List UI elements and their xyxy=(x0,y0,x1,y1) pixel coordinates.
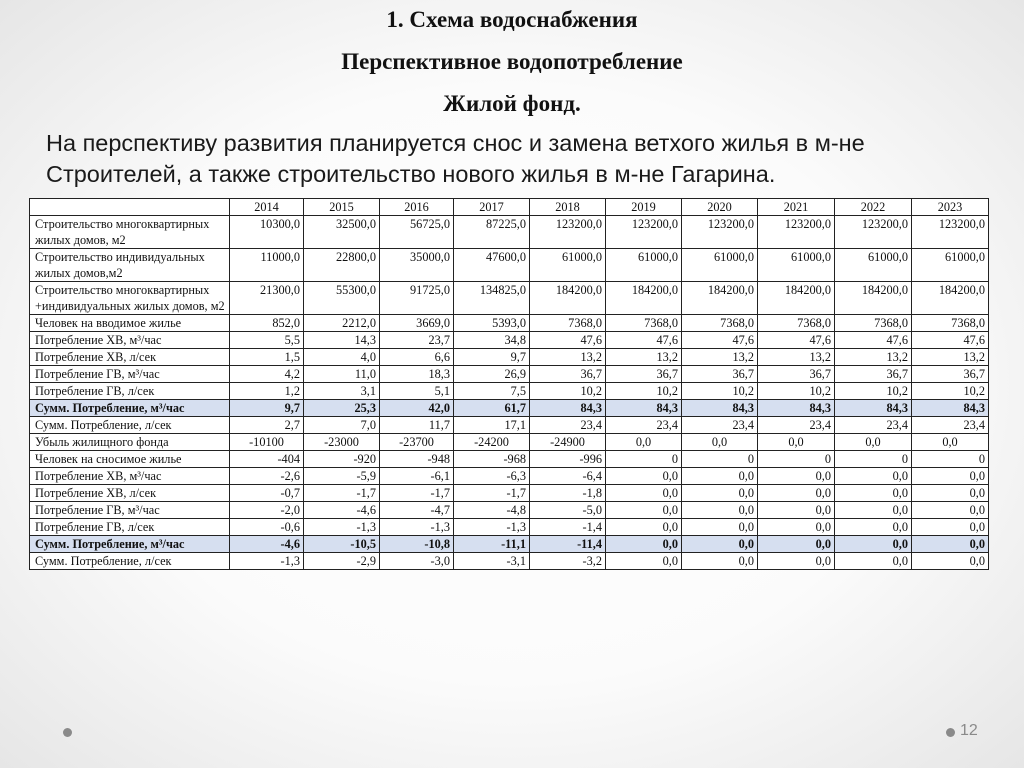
table-cell: 123200,0 xyxy=(606,216,682,249)
row-label: Потребление ХВ, л/сек xyxy=(30,485,230,502)
table-cell: 84,3 xyxy=(606,400,682,417)
table-cell: 23,7 xyxy=(380,332,454,349)
table-cell: 7368,0 xyxy=(912,315,989,332)
table-cell: 0,0 xyxy=(682,519,758,536)
table-cell: -6,1 xyxy=(380,468,454,485)
row-label: Потребление ГВ, л/сек xyxy=(30,519,230,536)
table-cell: -23000 xyxy=(304,434,380,451)
table-cell: 0,0 xyxy=(606,553,682,570)
table-cell: -1,8 xyxy=(530,485,606,502)
table-cell: 6,6 xyxy=(380,349,454,366)
table-cell: 10,2 xyxy=(530,383,606,400)
table-cell: 23,4 xyxy=(682,417,758,434)
row-label: Потребление ГВ, м³/час xyxy=(30,502,230,519)
table-cell: -3,0 xyxy=(380,553,454,570)
intro-text: На перспективу развития планируется снос и замена ветхого жилья в м-не Строителей, а также строительство нового жилья в м-не Гагарина. xyxy=(46,130,865,187)
table-cell: 17,1 xyxy=(454,417,530,434)
table-cell: 5393,0 xyxy=(454,315,530,332)
table-cell: 61,7 xyxy=(454,400,530,417)
table-cell: 0 xyxy=(912,451,989,468)
table-cell: -1,4 xyxy=(530,519,606,536)
year-header: 2022 xyxy=(835,199,912,216)
slide-title: 1. Схема водоснабжения xyxy=(386,7,638,32)
table-cell: 11000,0 xyxy=(230,249,304,282)
table-cell: 0,0 xyxy=(835,536,912,553)
table-cell: 23,4 xyxy=(606,417,682,434)
table-cell: -920 xyxy=(304,451,380,468)
table-cell: 10,2 xyxy=(835,383,912,400)
table-cell: 10,2 xyxy=(606,383,682,400)
slide-section-title: Жилой фонд. xyxy=(443,91,581,116)
table-cell: 7,5 xyxy=(454,383,530,400)
table-cell: 61000,0 xyxy=(912,249,989,282)
header-corner xyxy=(30,199,230,216)
table-cell: 7368,0 xyxy=(530,315,606,332)
table-cell: 61000,0 xyxy=(606,249,682,282)
table-cell: 0,0 xyxy=(835,519,912,536)
table-cell: 4,2 xyxy=(230,366,304,383)
table-cell: 0,0 xyxy=(912,468,989,485)
table-header-row xyxy=(30,199,989,216)
table-cell: -968 xyxy=(454,451,530,468)
table-cell: 0,0 xyxy=(682,553,758,570)
table-row xyxy=(30,366,989,383)
table-cell: -10,8 xyxy=(380,536,454,553)
table-cell: 0,0 xyxy=(912,502,989,519)
table-cell: 0 xyxy=(606,451,682,468)
table-cell: 9,7 xyxy=(454,349,530,366)
table-cell: 0,0 xyxy=(835,434,912,451)
table-cell: 13,2 xyxy=(758,349,835,366)
table-cell: 123200,0 xyxy=(912,216,989,249)
table-cell: 47600,0 xyxy=(454,249,530,282)
slide-subtitle: Перспективное водопотребление xyxy=(341,49,683,74)
year-header: 2021 xyxy=(758,199,835,216)
table-cell: 184200,0 xyxy=(835,282,912,315)
table-cell: 123200,0 xyxy=(530,216,606,249)
row-label: Строительство индивидуальных жилых домов,м2 xyxy=(30,249,230,282)
table-cell: 1,5 xyxy=(230,349,304,366)
table-cell: 61000,0 xyxy=(758,249,835,282)
row-label: Сумм. Потребление, л/сек xyxy=(30,417,230,434)
table-cell: 5,1 xyxy=(380,383,454,400)
table-cell: 0,0 xyxy=(912,434,989,451)
nav-dot-right xyxy=(946,728,955,737)
row-label: Потребление ХВ, м³/час xyxy=(30,468,230,485)
table-cell: 35000,0 xyxy=(380,249,454,282)
table-cell: 84,3 xyxy=(835,400,912,417)
table-cell: 84,3 xyxy=(530,400,606,417)
table-cell: 0,0 xyxy=(758,519,835,536)
table-cell: 0,0 xyxy=(682,502,758,519)
row-label: Человек на сносимое жилье xyxy=(30,451,230,468)
nav-dot-left xyxy=(63,728,72,737)
table-cell: -4,8 xyxy=(454,502,530,519)
table-cell: 23,4 xyxy=(912,417,989,434)
table-cell: 42,0 xyxy=(380,400,454,417)
table-cell: -3,1 xyxy=(454,553,530,570)
table-cell: 7,0 xyxy=(304,417,380,434)
table-cell: 84,3 xyxy=(682,400,758,417)
table-row xyxy=(30,216,989,249)
table-cell: 0 xyxy=(758,451,835,468)
row-label: Сумм. Потребление, м³/час xyxy=(30,536,230,553)
table-row xyxy=(30,468,989,485)
table-cell: 10,2 xyxy=(682,383,758,400)
table-cell: -996 xyxy=(530,451,606,468)
table-cell: 0,0 xyxy=(758,485,835,502)
table-cell: 10,2 xyxy=(912,383,989,400)
table-cell: 0,0 xyxy=(912,485,989,502)
table-cell: -24900 xyxy=(530,434,606,451)
table-cell: 55300,0 xyxy=(304,282,380,315)
table-cell: -5,9 xyxy=(304,468,380,485)
row-label: Потребление ХВ, л/сек xyxy=(30,349,230,366)
table-row xyxy=(30,282,989,315)
table-row xyxy=(30,485,989,502)
table-cell: 134825,0 xyxy=(454,282,530,315)
table-cell: -24200 xyxy=(454,434,530,451)
table-row xyxy=(30,349,989,366)
table-cell: 13,2 xyxy=(835,349,912,366)
table-cell: 23,4 xyxy=(758,417,835,434)
table-cell: -404 xyxy=(230,451,304,468)
table-cell: 0,0 xyxy=(606,485,682,502)
row-label: Сумм. Потребление, м³/час xyxy=(30,400,230,417)
table-cell: -0,7 xyxy=(230,485,304,502)
row-label: Потребление ХВ, м³/час xyxy=(30,332,230,349)
table-cell: 0,0 xyxy=(682,434,758,451)
year-header: 2019 xyxy=(606,199,682,216)
table-cell: 61000,0 xyxy=(530,249,606,282)
table-cell: 36,7 xyxy=(758,366,835,383)
table-cell: 0,0 xyxy=(912,553,989,570)
table-cell: -6,3 xyxy=(454,468,530,485)
water-consumption-table xyxy=(29,198,989,570)
table-cell: 47,6 xyxy=(835,332,912,349)
table-cell: 184200,0 xyxy=(606,282,682,315)
table-row xyxy=(30,553,989,570)
row-label: Потребление ГВ, л/сек xyxy=(30,383,230,400)
table-cell: 0,0 xyxy=(835,553,912,570)
table-cell: -1,3 xyxy=(304,519,380,536)
table-cell: -0,6 xyxy=(230,519,304,536)
table-cell: -4,6 xyxy=(230,536,304,553)
year-header: 2016 xyxy=(380,199,454,216)
year-header: 2017 xyxy=(454,199,530,216)
table-cell: -5,0 xyxy=(530,502,606,519)
table-cell: 123200,0 xyxy=(682,216,758,249)
table-row xyxy=(30,451,989,468)
table-row xyxy=(30,249,989,282)
table-row xyxy=(30,536,989,553)
table-row xyxy=(30,502,989,519)
table-cell: 47,6 xyxy=(606,332,682,349)
table-cell: 22800,0 xyxy=(304,249,380,282)
table-row xyxy=(30,417,989,434)
table-cell: 23,4 xyxy=(835,417,912,434)
year-header: 2018 xyxy=(530,199,606,216)
table-cell: 0,0 xyxy=(835,502,912,519)
table-cell: 0,0 xyxy=(606,502,682,519)
table-cell: 0,0 xyxy=(606,519,682,536)
table-cell: 47,6 xyxy=(912,332,989,349)
table-cell: 47,6 xyxy=(758,332,835,349)
table-cell: 23,4 xyxy=(530,417,606,434)
table-cell: 2,7 xyxy=(230,417,304,434)
table-cell: 21300,0 xyxy=(230,282,304,315)
table-cell: -1,7 xyxy=(380,485,454,502)
table-cell: -10,5 xyxy=(304,536,380,553)
table-cell: 7368,0 xyxy=(682,315,758,332)
table-cell: 0 xyxy=(835,451,912,468)
table-cell: 7368,0 xyxy=(835,315,912,332)
table-cell: 36,7 xyxy=(530,366,606,383)
table-cell: 0,0 xyxy=(606,434,682,451)
table-cell: 0,0 xyxy=(758,434,835,451)
page-number: 12 xyxy=(960,722,978,739)
table-row xyxy=(30,383,989,400)
year-header: 2015 xyxy=(304,199,380,216)
table-cell: 61000,0 xyxy=(835,249,912,282)
table-cell: 14,3 xyxy=(304,332,380,349)
row-label: Строительство многоквартирных +индивидуальных жилых домов, м2 xyxy=(30,282,230,315)
table-cell: -3,2 xyxy=(530,553,606,570)
table-cell: 0,0 xyxy=(835,485,912,502)
table-cell: 0,0 xyxy=(606,536,682,553)
table-cell: -11,4 xyxy=(530,536,606,553)
table-cell: -6,4 xyxy=(530,468,606,485)
table-cell: 852,0 xyxy=(230,315,304,332)
table-cell: 34,8 xyxy=(454,332,530,349)
table-cell: 32500,0 xyxy=(304,216,380,249)
table-cell: 47,6 xyxy=(530,332,606,349)
table-cell: 18,3 xyxy=(380,366,454,383)
row-label: Потребление ГВ, м³/час xyxy=(30,366,230,383)
table-cell: 91725,0 xyxy=(380,282,454,315)
table-cell: 9,7 xyxy=(230,400,304,417)
table-row xyxy=(30,315,989,332)
table-cell: 47,6 xyxy=(682,332,758,349)
year-header: 2014 xyxy=(230,199,304,216)
table-cell: -1,3 xyxy=(380,519,454,536)
table-cell: 184200,0 xyxy=(682,282,758,315)
table-cell: -1,3 xyxy=(454,519,530,536)
table-cell: 7368,0 xyxy=(758,315,835,332)
table-cell: 184200,0 xyxy=(912,282,989,315)
table-cell: 184200,0 xyxy=(758,282,835,315)
table-cell: 84,3 xyxy=(758,400,835,417)
table-cell: -948 xyxy=(380,451,454,468)
table-cell: 184200,0 xyxy=(530,282,606,315)
table-cell: 36,7 xyxy=(912,366,989,383)
year-header: 2020 xyxy=(682,199,758,216)
table-cell: 36,7 xyxy=(835,366,912,383)
table-cell: 36,7 xyxy=(682,366,758,383)
row-label: Сумм. Потребление, л/сек xyxy=(30,553,230,570)
table-cell: 25,3 xyxy=(304,400,380,417)
table-cell: 0,0 xyxy=(682,468,758,485)
table-cell: 0,0 xyxy=(758,468,835,485)
year-header: 2023 xyxy=(912,199,989,216)
table-cell: 3,1 xyxy=(304,383,380,400)
table-cell: -1,3 xyxy=(230,553,304,570)
table-cell: 36,7 xyxy=(606,366,682,383)
table-cell: -4,6 xyxy=(304,502,380,519)
table-cell: 2212,0 xyxy=(304,315,380,332)
table-cell: -1,7 xyxy=(304,485,380,502)
table-cell: 0,0 xyxy=(912,536,989,553)
table-cell: 0,0 xyxy=(758,553,835,570)
table-cell: 123200,0 xyxy=(758,216,835,249)
table-cell: 0,0 xyxy=(682,485,758,502)
table-cell: 0 xyxy=(682,451,758,468)
table-row xyxy=(30,434,989,451)
table-cell: 26,9 xyxy=(454,366,530,383)
table-row xyxy=(30,332,989,349)
table-cell: 3669,0 xyxy=(380,315,454,332)
table-row xyxy=(30,400,989,417)
table-cell: 11,0 xyxy=(304,366,380,383)
table-cell: 61000,0 xyxy=(682,249,758,282)
table-cell: 5,5 xyxy=(230,332,304,349)
table-cell: 10300,0 xyxy=(230,216,304,249)
table-cell: 0,0 xyxy=(758,536,835,553)
table-cell: 0,0 xyxy=(606,468,682,485)
table-cell: 13,2 xyxy=(682,349,758,366)
table-cell: 7368,0 xyxy=(606,315,682,332)
table-cell: 84,3 xyxy=(912,400,989,417)
table-cell: -4,7 xyxy=(380,502,454,519)
table-cell: -2,9 xyxy=(304,553,380,570)
row-label: Человек на вводимое жилье xyxy=(30,315,230,332)
table-cell: -2,6 xyxy=(230,468,304,485)
table-cell: -23700 xyxy=(380,434,454,451)
row-label: Убыль жилищного фонда xyxy=(30,434,230,451)
row-label: Строительство многоквартирных жилых домов, м2 xyxy=(30,216,230,249)
table-cell: 1,2 xyxy=(230,383,304,400)
table-cell: 0,0 xyxy=(682,536,758,553)
table-cell: 0,0 xyxy=(835,468,912,485)
table-cell: 87225,0 xyxy=(454,216,530,249)
table-cell: -1,7 xyxy=(454,485,530,502)
table-cell: 13,2 xyxy=(530,349,606,366)
table-cell: 11,7 xyxy=(380,417,454,434)
table-cell: -10100 xyxy=(230,434,304,451)
table-cell: 13,2 xyxy=(912,349,989,366)
table-row xyxy=(30,519,989,536)
table-cell: 10,2 xyxy=(758,383,835,400)
table-cell: -2,0 xyxy=(230,502,304,519)
table-cell: 13,2 xyxy=(606,349,682,366)
table-cell: -11,1 xyxy=(454,536,530,553)
table-cell: 0,0 xyxy=(758,502,835,519)
table-cell: 56725,0 xyxy=(380,216,454,249)
table-cell: 123200,0 xyxy=(835,216,912,249)
table-cell: 0,0 xyxy=(912,519,989,536)
table-cell: 4,0 xyxy=(304,349,380,366)
